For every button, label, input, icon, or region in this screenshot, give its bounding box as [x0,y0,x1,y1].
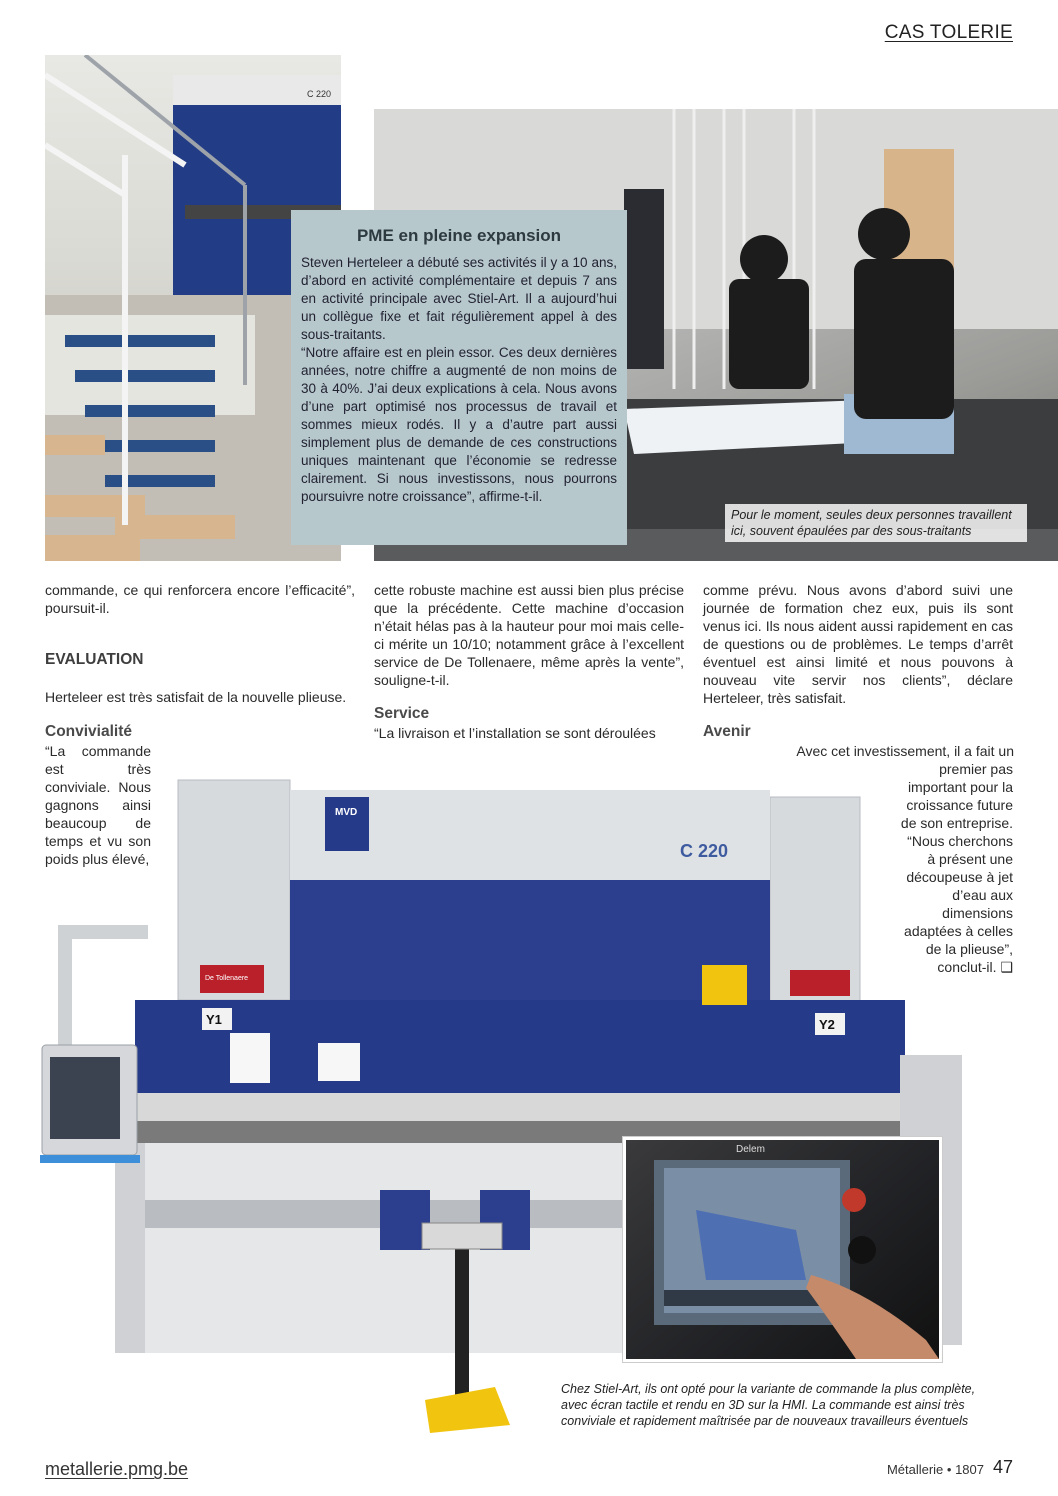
label-y2: Y2 [819,1017,835,1032]
boxout-paragraph-2: “Notre affaire est en plein essor. Ces deux dernières années, notre chiffre a augmenté de non moins de 30 à 40%. J’ai deux explications à cela. Nous avons d’une part optimisé nos processus de travail et sommes mieux rodés. Il y a d’autre part aussi simplement plus de demande de ces constructions uniques maintenant que l’économie se redresse clairement. Si nous investissons, nous pourrons poursuivre notre croissance”, affirme-t-il. [301,345,617,504]
footer-magazine: Métallerie • 1807 [886,1462,984,1477]
section-tag: CAS TOLERIE [884,22,1013,43]
machine-caption: Chez Stiel-Art, ils ont opté pour la variante de commande la plus complète, avec écran tactile et rendu en 3D sur la HMI. La commande est ainsi très conviviale et rapidement maîtrisée par de nouveaux travailleurs éventuels [561,1379,981,1431]
boxout-paragraph-1: Steven Herteleer a débuté ses activités il y a 10 ans, d’abord en activité complémentaire et depuis 7 ans en activité principale avec Stiel-Art. Il a aujourd’hui un collègue fixe et fait régulièrement appel à des sous-traitants. [301,255,617,342]
col1-intro: commande, ce qui renforcera encore l’efficacité”, poursuit-il. [45,582,355,616]
footer-url-link[interactable]: metallerie.pmg.be [45,1459,189,1479]
column-1-intro [45,581,355,617]
boxout-panel [291,210,627,545]
boxout-body [301,254,617,506]
end-mark-icon: ❑ [1000,959,1013,975]
dealer-sticker-right [790,970,850,996]
machine-brand: MVD [335,807,358,818]
evaluation-heading: EVALUATION [45,651,144,668]
screen-brand: Delem [736,1144,765,1155]
workshop-caption: Pour le moment, seules deux personnes travaillent ici, souvent épaulées par des sous-traitants [725,504,1027,542]
machine-model: C 220 [680,841,729,861]
column-2-text: cette robuste machine est aussi bien plus précise que la précédente. Cette machine d’occasion n’était hélas pas à la hauteur pour moi mais celle-ci mérite un 10/10; notamment grâce à l’excellent service de De Tollenaere, même après la vente”, souligne-t-il. [374,582,684,688]
evaluation-text: Herteleer est très satisfait de la nouvelle plieuse. [45,689,347,705]
service-heading: Service [374,705,430,722]
service-text: “La livraison et l’installation se sont déroulées [374,725,656,741]
avenir-lead: Avec cet investissement, il a fait un [796,743,1014,759]
dealer-sticker-label: De Tollenaere [205,975,249,982]
column-3-text: comme prévu. Nous avons d’abord suivi une journée de formation chez eux, puis ils sont venus ici. Ils nous aident aussi rapidement en cas de questions ou de problèmes. Le temps d’arrêt éventuel est ainsi limité et nous pouvons à nouveau vite servir nos clients”, déclare Herteleer, très satisfait. [703,582,1013,706]
page-number: 47 [992,1457,1013,1477]
convivialite-text: “La commande est très conviviale. Nous gagnons ainsi beaucoup de temps et vu son poids plus élevé, [45,743,151,867]
boxout-title: PME en pleine expansion [356,226,562,245]
touchscreen-illustration [626,1140,939,1359]
label-y1: Y1 [206,1012,222,1027]
warning-label-icon [702,965,747,1005]
touchscreen-inset-photo [623,1137,942,1362]
stairs-machine-label: C 220 [307,89,332,99]
avenir-body: premier pas important pour la croissance future de son entreprise. “Nous cherchons à présent une découpeuse à jet d’eau aux dimensions adaptées à celles de la plieuse”, conclut-il. [900,761,1013,975]
avenir-heading: Avenir [703,723,751,740]
mvd-logo-icon [325,797,369,851]
convivialite-heading: Convivialité [45,723,132,740]
